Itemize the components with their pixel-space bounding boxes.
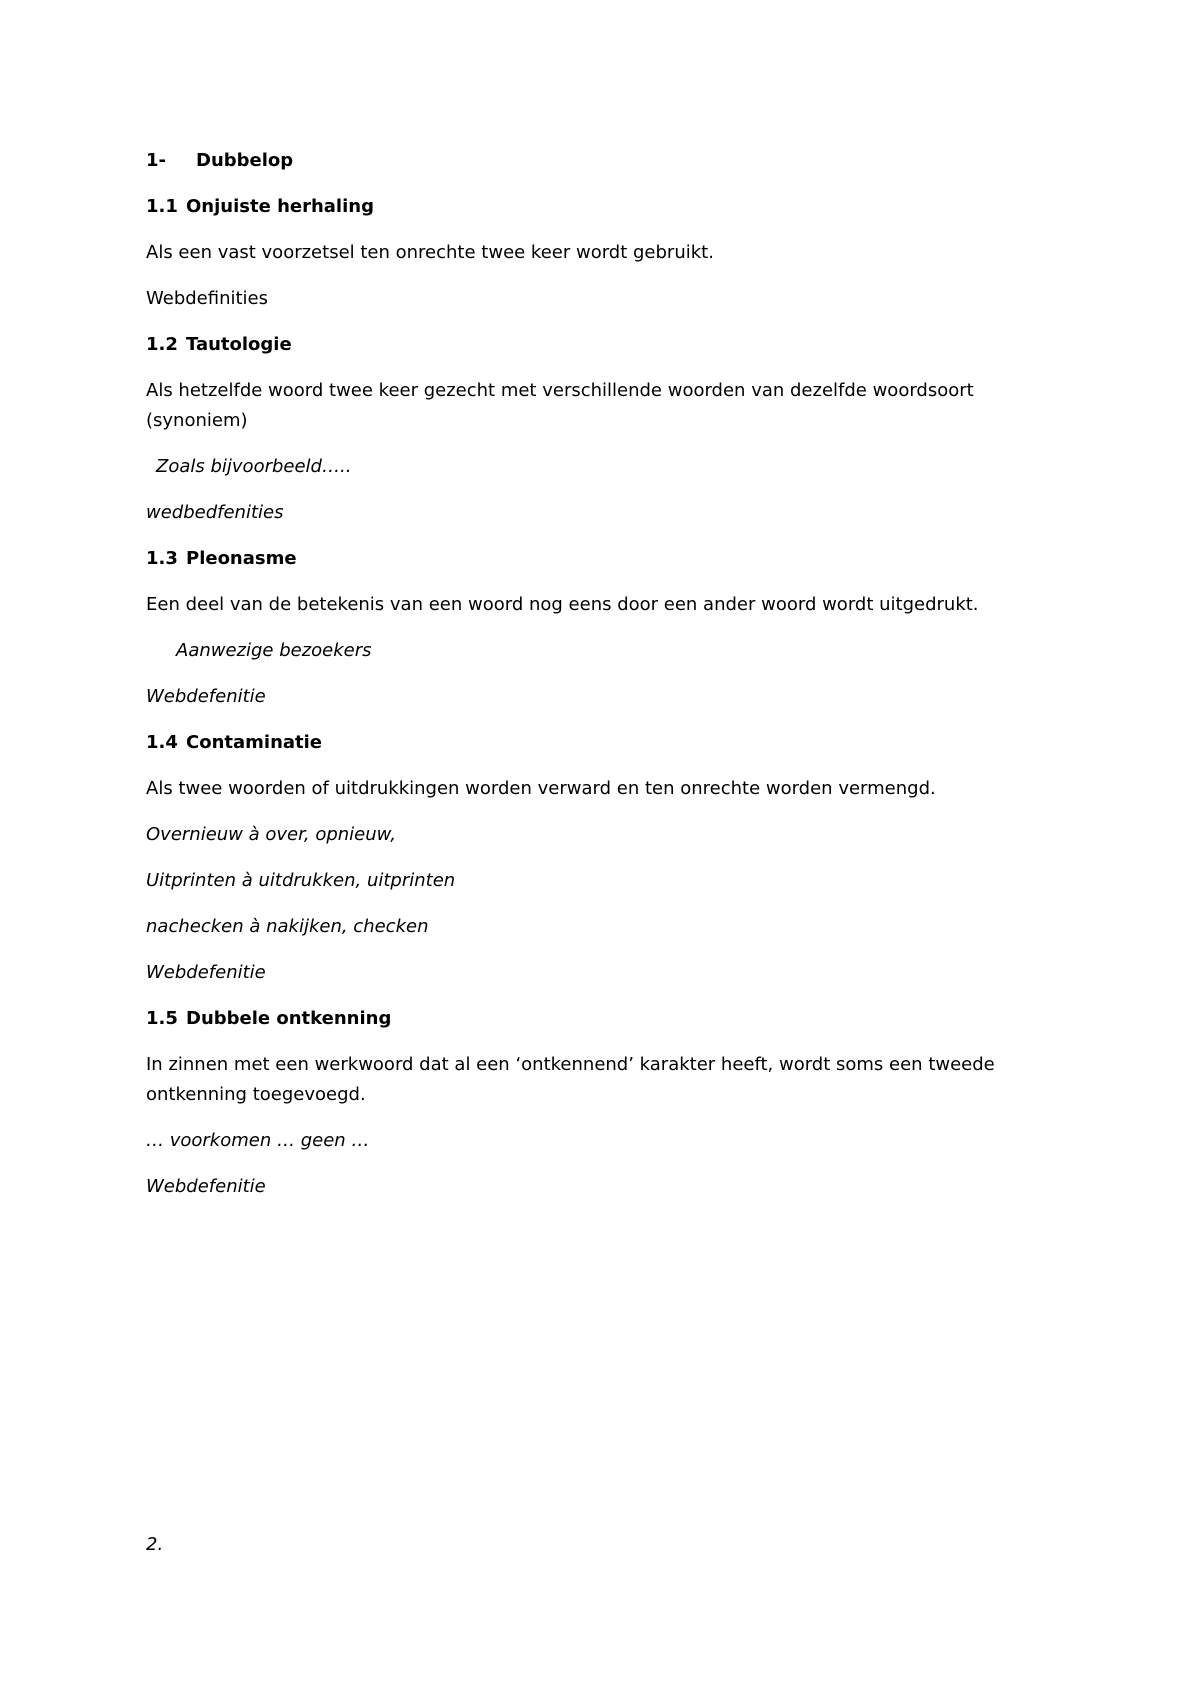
section-1-2-title: Tautologie bbox=[186, 334, 292, 355]
section-1-1-source: Webdefinities bbox=[146, 288, 269, 309]
section-1-4-example-1: Overnieuw à over, opnieuw, bbox=[146, 824, 396, 845]
section-1-4-definition: Als twee woorden of uitdrukkingen worden verward en ten onrechte worden vermengd. bbox=[146, 778, 936, 799]
section-1-3-title: Pleonasme bbox=[186, 548, 297, 569]
section-1-3-example: Aanwezige bezoekers bbox=[176, 640, 372, 661]
section-1-2-heading bbox=[146, 330, 292, 360]
section-1-5-number: 1.5 bbox=[146, 1008, 178, 1029]
section-1-4-number: 1.4 bbox=[146, 732, 178, 753]
section-1-4-source: Webdefenitie bbox=[146, 962, 266, 983]
section-1-3-heading bbox=[146, 544, 297, 574]
section-1-2-number: 1.2 bbox=[146, 334, 178, 355]
section-1-1-number: 1.1 bbox=[146, 196, 178, 217]
section-1-5-source: Webdefenitie bbox=[146, 1176, 266, 1197]
section-1-2-source: wedbedfenities bbox=[146, 502, 284, 523]
section-1-2-definition-line1: Als hetzelfde woord twee keer gezecht met verschillende woorden van dezelfde woordsoort bbox=[146, 380, 974, 401]
heading-title: Dubbelop bbox=[196, 150, 294, 171]
section-1-2-definition-line2: (synoniem) bbox=[146, 410, 248, 431]
heading-number: 1- bbox=[146, 150, 166, 171]
section-1-5-heading bbox=[146, 1004, 391, 1034]
section-1-5-definition-line2: ontkenning toegevoegd. bbox=[146, 1084, 366, 1105]
section-1-2-example: Zoals bijvoorbeeld….. bbox=[156, 456, 352, 477]
section-1-3-definition: Een deel van de betekenis van een woord nog eens door een ander woord wordt uitgedrukt. bbox=[146, 594, 979, 615]
section-1-4-title: Contaminatie bbox=[186, 732, 323, 753]
section-1-5-definition-line1: In zinnen met een werkwoord dat al een ‘ontkennend’ karakter heeft, wordt soms een tweede bbox=[146, 1054, 995, 1075]
section-1-4-example-2: Uitprinten à uitdrukken, uitprinten bbox=[146, 870, 456, 891]
section-1-3-source: Webdefenitie bbox=[146, 686, 266, 707]
section-1-1-title: Onjuiste herhaling bbox=[186, 196, 374, 217]
section-1-4-example-3: nachecken à nakijken, checken bbox=[146, 916, 429, 937]
section-1-1-definition: Als een vast voorzetsel ten onrechte twee keer wordt gebruikt. bbox=[146, 242, 714, 263]
section-1-5-title: Dubbele ontkenning bbox=[186, 1008, 392, 1029]
section-1-5-example: … voorkomen … geen … bbox=[146, 1130, 370, 1151]
footer-number: 2. bbox=[146, 1534, 164, 1555]
section-1-4-heading bbox=[146, 728, 322, 758]
main-heading bbox=[146, 146, 293, 176]
section-1-1-heading bbox=[146, 192, 374, 222]
section-1-3-number: 1.3 bbox=[146, 548, 178, 569]
